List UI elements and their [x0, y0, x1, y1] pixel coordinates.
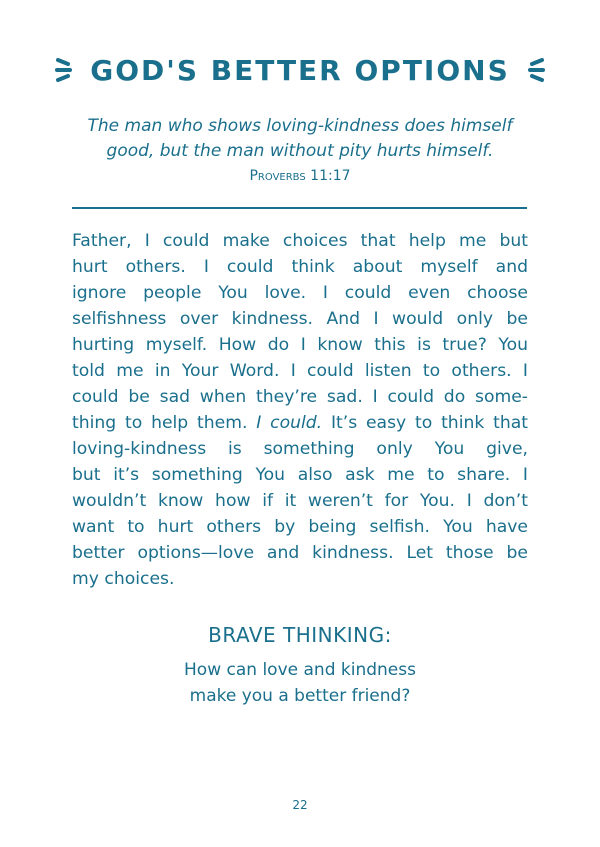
prayer-line: want to hurt others by being selfish. You have — [72, 517, 528, 537]
scripture-verse — [60, 114, 540, 164]
question-line-1: How can love and kindness — [184, 660, 416, 680]
prayer-line: ignore people You love. I could even choose — [72, 283, 528, 303]
verse-line-1: The man who shows loving-kindness does himself — [87, 116, 513, 136]
emphasis-phrase: I could. — [256, 413, 323, 433]
prayer-line: loving-kindness is something only You give, — [72, 439, 528, 459]
prayer-line: hurting myself. How do I know this is true? You — [72, 335, 528, 355]
prayer-line-with-emphasis — [72, 410, 528, 436]
brave-thinking-question — [100, 657, 500, 709]
prayer-line: wouldn’t know how if it weren’t for You. I don’t — [72, 491, 528, 511]
brave-thinking-heading: BRAVE THINKING: — [208, 623, 392, 647]
prayer-line-head: thing to help them. — [72, 413, 248, 433]
prayer-line-tail: It’s easy to think that — [330, 413, 529, 433]
page-number: 22 — [292, 798, 308, 812]
verse-line-2: good, but the man without pity hurts himself. — [106, 141, 494, 161]
right-burst-icon — [524, 54, 546, 86]
prayer-line: hurt others. I could think about myself and — [72, 257, 528, 277]
title-row — [0, 48, 600, 92]
prayer-line: Father, I could make choices that help me but — [72, 231, 528, 251]
prayer-line: but it’s something You also ask me to share. I — [72, 465, 528, 485]
prayer-line: told me in Your Word. I could listen to others. I — [72, 361, 528, 381]
verse-reference: Proverbs 11:17 — [249, 168, 351, 184]
prayer-line: selfishness over kindness. And I would only be — [72, 309, 528, 329]
prayer-line: my choices. — [72, 569, 175, 589]
prayer-text — [72, 228, 528, 592]
divider-rule — [72, 207, 527, 209]
question-line-2: make you a better friend? — [189, 686, 411, 706]
prayer-line: better options—love and kindness. Let those be — [72, 543, 528, 563]
left-burst-icon — [54, 54, 76, 86]
prayer-line: could be sad when they’re sad. I could do some- — [72, 387, 528, 407]
page-title: GOD'S BETTER OPTIONS — [90, 53, 510, 87]
